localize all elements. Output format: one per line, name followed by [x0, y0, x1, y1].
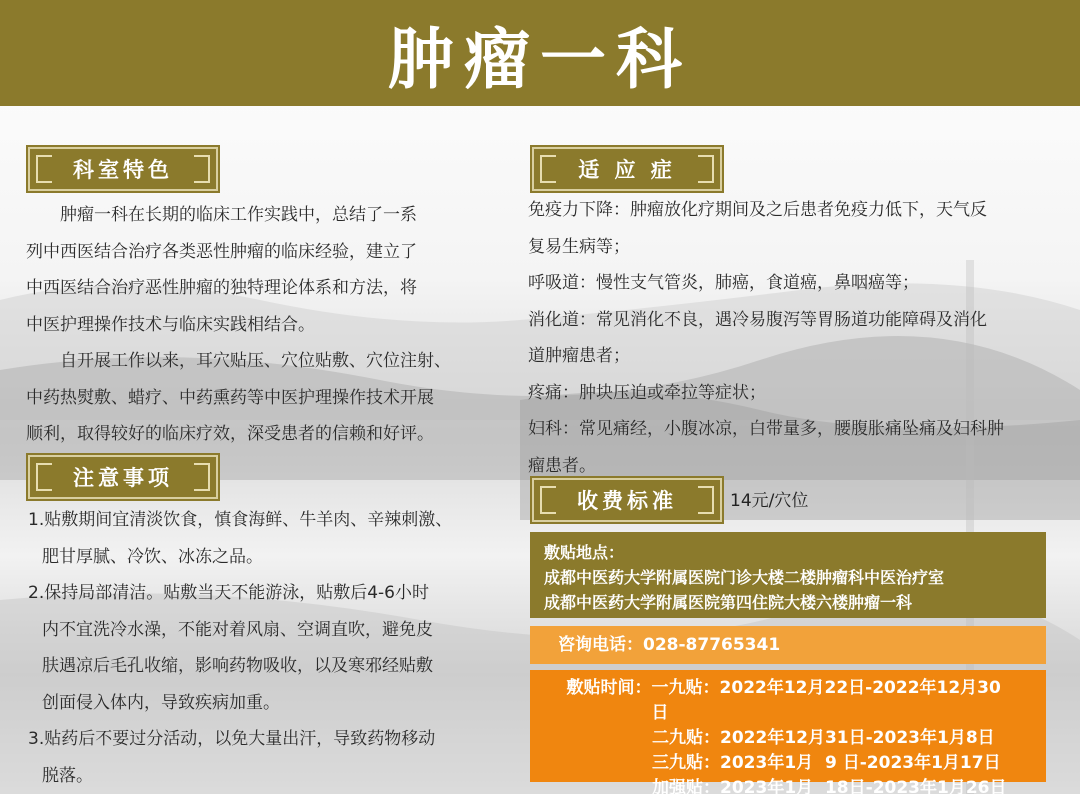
- fee-heading: [532, 478, 722, 522]
- location-line: 成都中医药大学附属医院门诊大楼二楼肿瘤科中医治疗室: [544, 568, 945, 587]
- text-line: 内不宜洗冷水澡，不能对着风扇、空调直吹，避免皮: [42, 619, 433, 640]
- schedule-row: [560, 676, 1016, 726]
- schedule-text: 加强贴：2023年1月 18日-2023年1月26日: [652, 778, 1007, 798]
- schedule-row: [560, 776, 1016, 801]
- fee-value: 14元/穴位: [730, 491, 809, 511]
- text-line: 列中西医结合治疗各类恶性肿瘤的临床经验，建立了: [26, 241, 417, 262]
- notes-text: [28, 502, 508, 794]
- indications-heading-label: 适 应 症: [578, 158, 676, 182]
- text-line: 肤遇凉后毛孔收缩，影响药物吸收，以及寒邪经贴敷: [42, 656, 433, 676]
- ornament-left-icon: [540, 155, 556, 183]
- ornament-left-icon: [540, 486, 556, 514]
- schedule-label: [560, 751, 652, 776]
- indications-heading: [532, 147, 722, 191]
- schedule-label: 敷贴时间：: [566, 678, 652, 698]
- text-line: 瘤患者。: [528, 455, 596, 476]
- text-line: 自开展工作以来，耳穴贴压、穴位贴敷、穴位注射、: [60, 351, 451, 371]
- schedule-row: [560, 726, 1016, 751]
- schedule-text: 一九贴：2022年12月22日-2022年12月30日: [651, 678, 1001, 723]
- text-line: 消化道：常见消化不良，遇冷易腹泻等胃肠道功能障碍及消化: [528, 309, 987, 330]
- text-line: 2.保持局部清洁。贴敷当天不能游泳，贴敷后4-6小时: [28, 583, 429, 603]
- ornament-right-icon: [194, 155, 210, 183]
- ornament-left-icon: [36, 155, 52, 183]
- text-line: 妇科：常见痛经，小腹冰凉，白带量多，腰腹胀痛坠痛及妇科肿: [528, 419, 1004, 439]
- schedule-label: [560, 726, 652, 751]
- text-line: 肥甘厚腻、冷饮、冰冻之品。: [42, 546, 263, 567]
- text-line: 顺利，取得较好的临床疗效，深受患者的信赖和好评。: [26, 424, 434, 444]
- schedule-label: [560, 776, 652, 801]
- schedule-box: [530, 670, 1046, 798]
- phone-text: 咨询电话：028-87765341: [558, 635, 781, 655]
- location-label: 敷贴地点：: [544, 543, 625, 562]
- text-line: 复易生病等；: [528, 236, 630, 257]
- schedule-row: [560, 751, 1016, 776]
- text-line: 创面侵入体内，导致疾病加重。: [42, 692, 280, 713]
- text-line: 疼痛：肿块压迫或牵拉等症状；: [528, 382, 766, 403]
- notes-heading: [28, 455, 218, 499]
- text-line: 3.贴药后不要过分活动，以免大量出汗，导致药物移动: [28, 729, 436, 749]
- indications-text: [528, 192, 1068, 484]
- text-line: 中药热熨敷、蜡疗、中药熏药等中医护理操作技术开展: [26, 387, 434, 408]
- text-line: 中医护理操作技术与临床实践相结合。: [26, 314, 315, 335]
- ornament-right-icon: [698, 155, 714, 183]
- text-line: 1.贴敷期间宜清淡饮食，慎食海鲜、牛羊肉、辛辣刺激、: [28, 510, 453, 530]
- text-line: 脱落。: [42, 765, 93, 786]
- features-text: [26, 197, 506, 453]
- ornament-right-icon: [194, 463, 210, 491]
- phone-box: [530, 626, 1046, 664]
- text-line: 呼吸道：慢性支气管炎，肺癌，食道癌，鼻咽癌等；: [528, 273, 919, 293]
- location-box: [530, 532, 1046, 618]
- text-line: 中西医结合治疗恶性肿瘤的独特理论体系和方法，将: [26, 278, 417, 298]
- location-line: 成都中医药大学附属医院第四住院大楼六楼肿瘤一科: [544, 593, 913, 612]
- notes-heading-label: 注意事项: [73, 466, 173, 490]
- schedule-text: 二九贴：2022年12月31日-2023年1月8日: [652, 728, 995, 748]
- features-heading-label: 科室特色: [73, 158, 173, 182]
- schedule-text: 三九贴：2023年1月 9 日-2023年1月17日: [652, 753, 1001, 773]
- features-heading: [28, 147, 218, 191]
- page-title: 肿瘤一科: [388, 20, 692, 98]
- text-line: 肿瘤一科在长期的临床工作实践中，总结了一系: [60, 205, 417, 225]
- fee-heading-label: 收费标准: [577, 489, 677, 513]
- text-line: 免疫力下降：肿瘤放化疗期间及之后患者免疫力低下，天气反: [528, 200, 987, 220]
- ornament-left-icon: [36, 463, 52, 491]
- page-header: [0, 0, 1080, 106]
- ornament-right-icon: [698, 486, 714, 514]
- text-line: 道肿瘤患者；: [528, 346, 630, 366]
